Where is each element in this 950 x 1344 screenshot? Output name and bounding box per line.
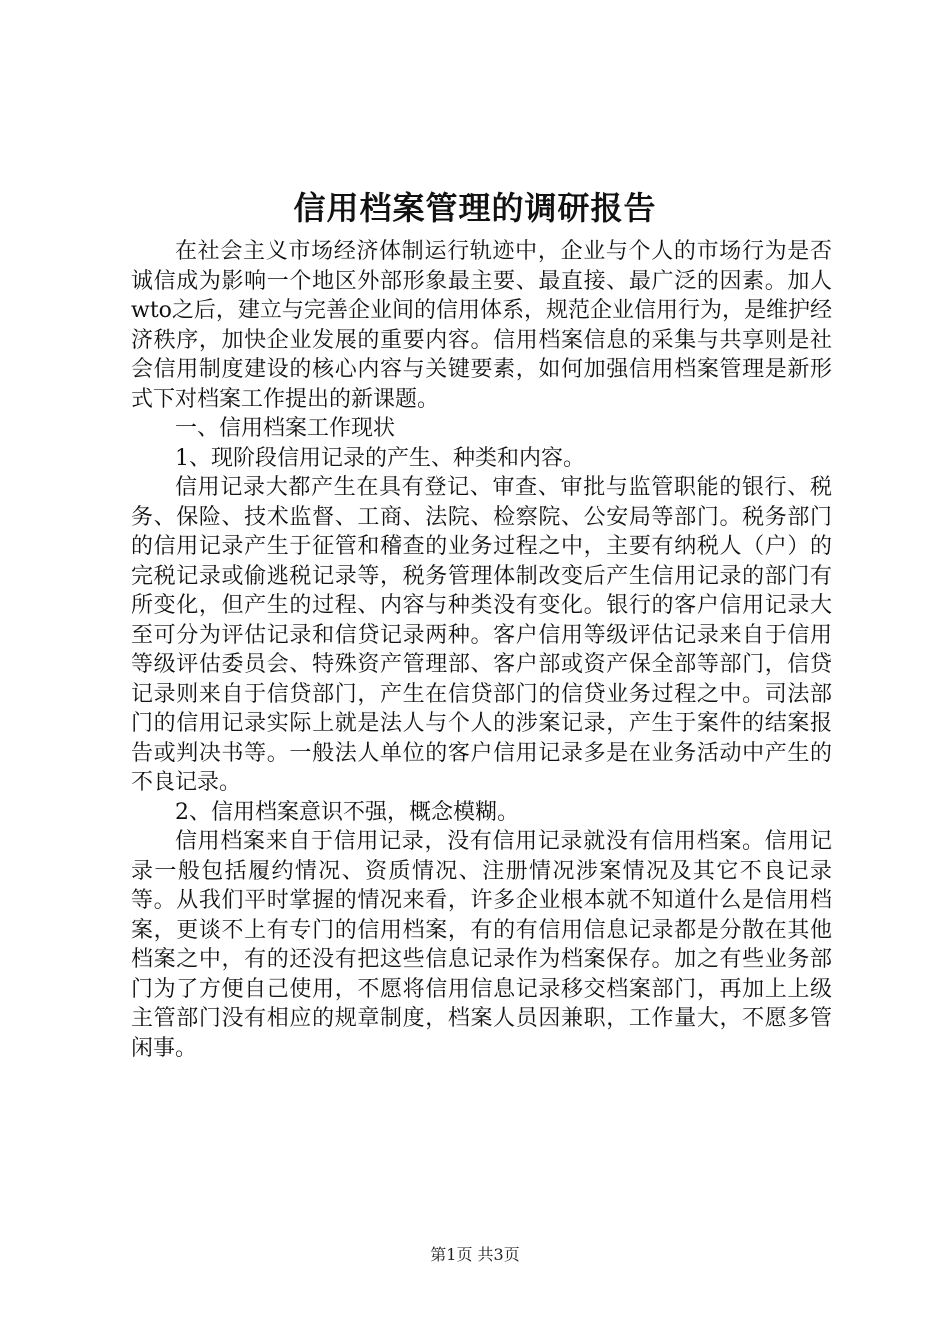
section-heading-1: 一、信用档案工作现状 [175, 416, 396, 441]
document-title: 信用档案管理的调研报告 [293, 189, 657, 227]
paragraph-credit-records: 信用记录大都产生在具有登记、审查、审批与监管职能的银行、税务、保险、技术监督、工商、法院、检察院、公安局等部门。税务部门的信用记录产生于征管和稽查的业务过程之中，主要有纳税人（户）的完税记录或偷逃税记录等，税务管理体制改变后产生信用记录的部门有所变化，但产生的过程、内容与种类没有变化。银行的客户信用记录大至可分为评估记录和信贷记录两种。客户信用等级评估记录来自于信用等级评估委员会、特殊资产管理部、客户部或资产保全部等部门，信贷记录则来自于信贷部门，产生在信贷部门的信贷业务过程之中。司法部门的信用记录实际上就是法人与个人的涉案记录，产生于案件的结案报告或判决书等。一般法人单位的客户信用记录多是在业务活动中产生的不良记录。 [131, 475, 832, 795]
paragraph-credit-awareness: 信用档案来自于信用记录，没有信用记录就没有信用档案。信用记录一般包括履约情况、资质情况、注册情况涉案情况及其它不良记录等。从我们平时掌握的情况来看，许多企业根本就不知道什么是信用档案，更谈不上有专门的信用档案，有的有信用信息记录都是分散在其他档案之中，有的还没有把这些信息记录作为档案保存。加之有些业务部门为了方便自己使用，不愿将信用信息记录移交档案部门，再加上上级主管部门没有相应的规章制度，档案人员因兼职，工作量大，不愿多管闲事。 [131, 829, 832, 1061]
paragraph-intro: 在社会主义市场经济体制运行轨迹中，企业与个人的市场行为是否诚信成为影响一个地区外部形象最主要、最直接、最广泛的因素。加人wto之后，建立与完善企业间的信用体系，规范企业信用行为，是维护经济秩序，加快企业发展的重要内容。信用档案信息的采集与共享则是社会信用制度建设的核心内容与关键要素，如何加强信用档案管理是新形式下对档案工作提出的新课题。 [131, 239, 832, 412]
page-number-footer: 第1页 共3页 [430, 1245, 520, 1264]
subsection-heading-2: 2、信用档案意识不强，概念模糊。 [175, 799, 519, 825]
document-body [131, 237, 832, 1063]
subsection-heading-1: 1、现阶段信用记录的产生、种类和内容。 [175, 445, 585, 471]
